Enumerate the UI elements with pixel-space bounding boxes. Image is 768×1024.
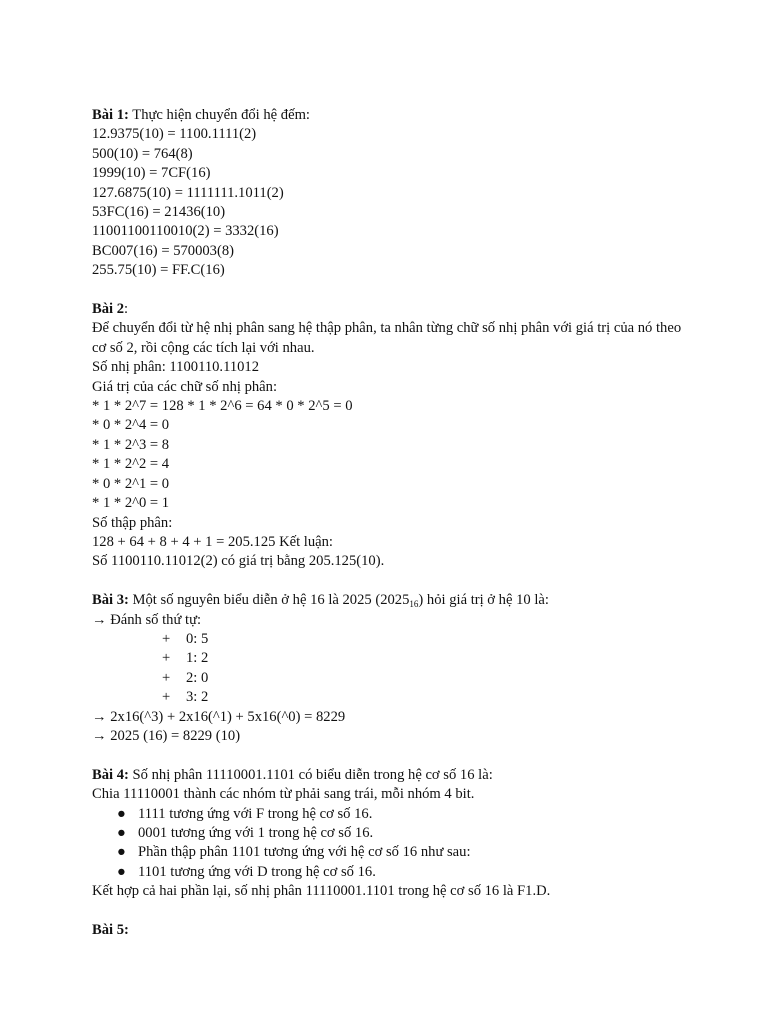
bai2-line: Số nhị phân: 1100110.11012 — [92, 359, 260, 376]
bai3-result: → 2025 (16) = 8229 (10) — [92, 727, 241, 744]
bai4-heading — [92, 766, 692, 785]
bai1-line: 127.6875(10) = 1111111.1011(2) — [92, 184, 284, 201]
plus-icon: + — [162, 689, 171, 706]
bai3-heading — [92, 591, 692, 610]
bai2-line: Số thập phân: — [92, 514, 173, 531]
bai4-bullet-text: 1111 tương ứng với F trong hệ cơ số 16. — [138, 805, 373, 822]
bai4-bullet-item — [92, 843, 692, 862]
bai2-line: Giá trị của các chữ số nhị phân: — [92, 378, 277, 395]
bai2-title: Bài 2 — [92, 301, 125, 318]
bai1-line: 53FC(16) = 21436(10) — [92, 204, 226, 221]
bai2-line: 128 + 64 + 8 + 4 + 1 = 205.125 Kết luận: — [92, 533, 333, 550]
bai1-intro: Thực hiện chuyển đổi hệ đếm: — [128, 107, 310, 123]
bai4-bullet-text: 1101 tương ứng với D trong hệ cơ số 16. — [138, 863, 376, 880]
bai1-line: 500(10) = 764(8) — [92, 145, 193, 162]
bai2-line: * 1 * 2^2 = 4 — [92, 456, 170, 473]
spacer — [92, 902, 692, 921]
bai4-bullet-item — [92, 863, 692, 882]
spacer — [92, 281, 692, 300]
bai3-result: → 2x16(^3) + 2x16(^1) + 5x16(^0) = 8229 — [92, 708, 346, 725]
bai3-intro-a: Một số nguyên biểu diễn ở hệ 16 là 2025 (2025 — [128, 592, 410, 609]
bai3-title: Bài 3: — [92, 592, 129, 609]
bai2-title-suffix: : — [124, 301, 129, 318]
bai3-list-item — [92, 669, 692, 688]
plus-icon: + — [162, 630, 171, 647]
bai3-list-item — [92, 688, 692, 707]
bai1-title: Bài 1: — [92, 107, 129, 123]
bai2-line: Số 1100110.11012(2) có giá trị bằng 205.125(10). — [92, 553, 385, 570]
bai3-list-item — [92, 649, 692, 668]
spacer — [92, 746, 692, 765]
bai3-item-text: 0: 5 — [186, 630, 209, 647]
bai2-line: * 1 * 2^7 = 128 * 1 * 2^6 = 64 * 0 * 2^5 = 0 — [92, 398, 353, 415]
spacer — [92, 572, 692, 591]
bai2-heading — [92, 300, 692, 319]
bai1-heading — [92, 106, 692, 125]
bai1-line: 255.75(10) = FF.C(16) — [92, 262, 225, 279]
bai4-bullet-item — [92, 805, 692, 824]
bai4-line: Chia 11110001 thành các nhóm từ phải sang trái, mỗi nhóm 4 bit. — [92, 786, 475, 803]
bai5-heading — [92, 921, 692, 940]
plus-icon: + — [162, 669, 171, 686]
bai4-bullet-text: Phần thập phân 1101 tương ứng với hệ cơ số 16 như sau: — [138, 844, 471, 861]
bai4-bullet-item — [92, 824, 692, 843]
bullet-icon: ● — [117, 844, 126, 861]
bai3-intro-b: ) hỏi giá trị ở hệ 10 là: — [418, 592, 549, 609]
bai3-item-text: 1: 2 — [186, 650, 209, 667]
bai2-line: * 0 * 2^1 = 0 — [92, 475, 170, 492]
bai2-paragraph: Để chuyển đổi từ hệ nhị phân sang hệ thập phân, ta nhân từng chữ số nhị phân với giá trị của nó theo cơ số 2, rồi cộng các tích lại với nhau. — [92, 320, 682, 356]
bullet-icon: ● — [117, 805, 126, 822]
bai4-intro: Số nhị phân 11110001.1101 có biểu diễn trong hệ cơ số 16 là: — [128, 766, 493, 783]
bai2-line: * 0 * 2^4 = 0 — [92, 417, 170, 434]
document-page — [92, 106, 692, 940]
bai1-line: BC007(16) = 570003(8) — [92, 242, 234, 259]
bai3-item-text: 2: 0 — [186, 669, 209, 686]
bai3-step-label: → Đánh số thứ tự: — [92, 611, 202, 628]
plus-icon: + — [162, 650, 171, 667]
bai5-title: Bài 5: — [92, 922, 129, 938]
bai3-list-item — [92, 630, 692, 649]
bai1-line: 1999(10) = 7CF(16) — [92, 165, 211, 182]
bai2-line: * 1 * 2^3 = 8 — [92, 436, 170, 453]
bai1-line: 11001100110010(2) = 3332(16) — [92, 223, 279, 240]
bai4-title: Bài 4: — [92, 766, 129, 783]
bai4-bullet-text: 0001 tương ứng với 1 trong hệ cơ số 16. — [138, 824, 374, 841]
bai1-line: 12.9375(10) = 1100.1111(2) — [92, 126, 257, 143]
bullet-icon: ● — [117, 863, 126, 880]
bai4-conclusion: Kết hợp cả hai phần lại, số nhị phân 11110001.1101 trong hệ cơ số 16 là F1.D. — [92, 883, 551, 900]
bai3-base-subscript: 16 — [409, 599, 419, 610]
bai2-line: * 1 * 2^0 = 1 — [92, 495, 170, 512]
bai3-item-text: 3: 2 — [186, 689, 209, 706]
bullet-icon: ● — [117, 824, 126, 841]
